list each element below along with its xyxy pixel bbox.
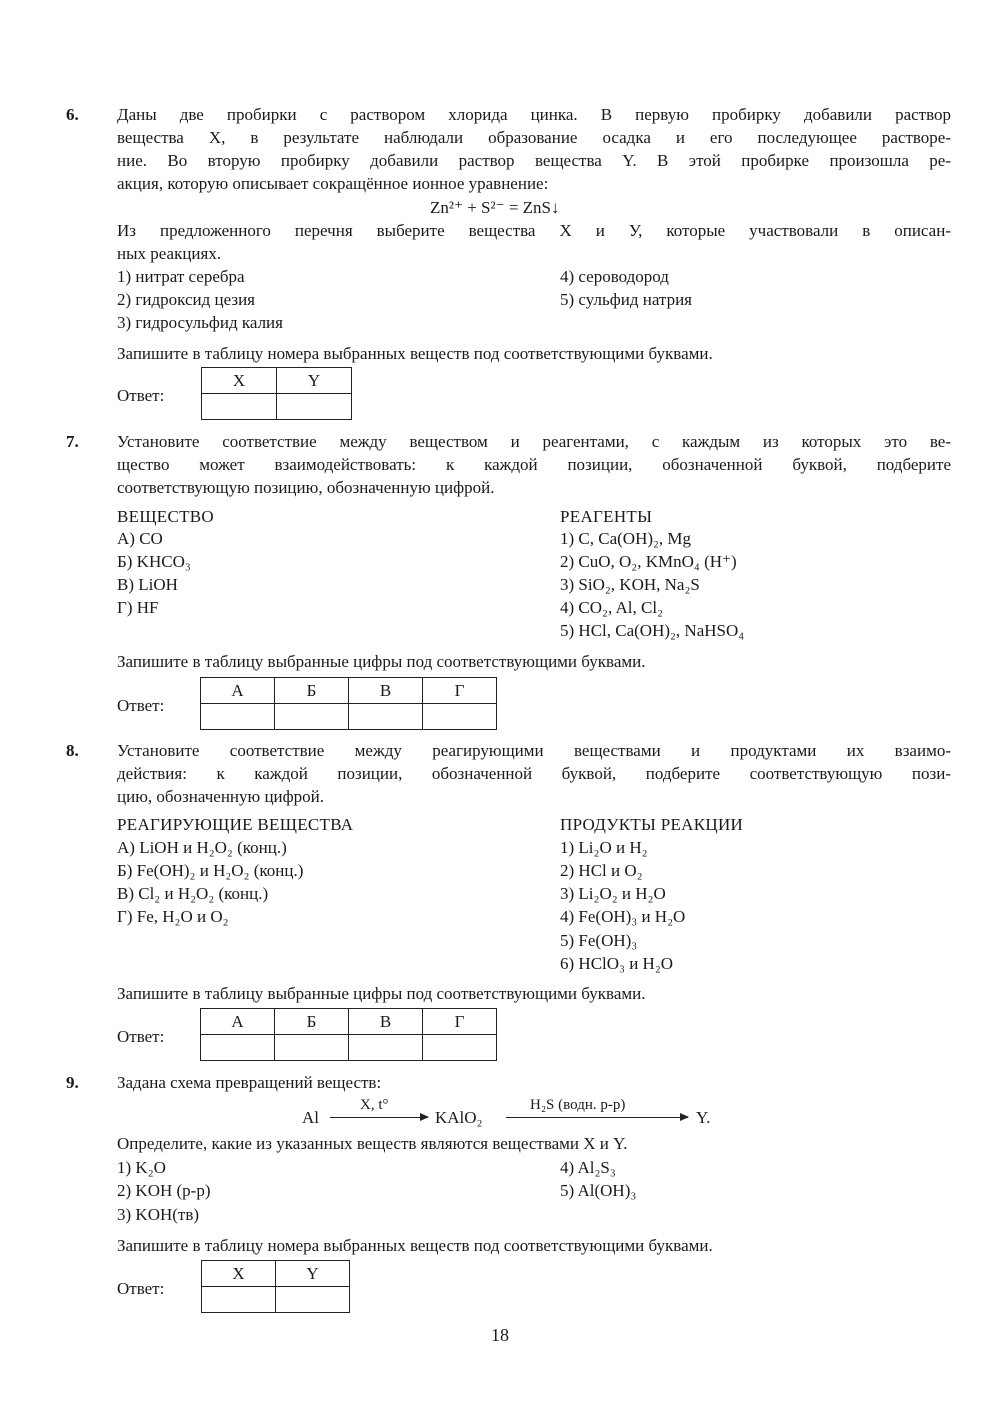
answer-header-y: Y (276, 1261, 350, 1287)
question-6-option: 1) нитрат серебра (117, 267, 245, 286)
scheme-arrow-2 (506, 1117, 688, 1118)
question-6-text-line: Из предложенного перечня выберите вещества X и У, которые участвовали в описан- (117, 221, 951, 240)
answer-header-y: Y (277, 368, 352, 394)
answer-header-b: Б (275, 678, 349, 704)
question-9-answer-label: Ответ: (117, 1279, 165, 1298)
scheme-arrow-1 (330, 1117, 428, 1118)
question-8-answer-table (200, 1008, 497, 1061)
question-9-question: Определите, какие из указанных веществ являются веществами X и Y. (117, 1134, 628, 1153)
question-7-right-item: 1) C, Ca(OH)₂, Mg (560, 529, 692, 548)
question-7-right-item: 3) SiO₂, KOH, Na₂S (560, 575, 700, 594)
answer-cell-g[interactable] (423, 1035, 497, 1061)
question-9-option: 2) KOH (р-р) (117, 1181, 211, 1200)
question-7-left-heading: ВЕЩЕСТВО (117, 507, 214, 526)
question-6-text-line: Даны две пробирки с раствором хлорида цинка. В первую пробирку добавили раствор (117, 105, 951, 124)
scheme-end: Y. (696, 1108, 711, 1127)
answer-header-a: А (201, 678, 275, 704)
question-7-right-item: 4) CO₂, Al, Cl₂ (560, 598, 664, 617)
answer-cell-b[interactable] (275, 704, 349, 730)
question-8-right-item: 6) HClO₃ и H₂O (560, 954, 674, 973)
question-8-left-item: Б) Fe(OH)₂ и H₂O₂ (конц.) (117, 861, 304, 880)
answer-cell-v[interactable] (349, 704, 423, 730)
question-9-instruction: Запишите в таблицу номера выбранных веществ под соответствующими буквами. (117, 1236, 713, 1255)
question-6-option: 4) сероводород (560, 267, 669, 286)
question-7-instruction: Запишите в таблицу выбранные цифры под соответствующими буквами. (117, 652, 646, 671)
answer-header-v: В (349, 1009, 423, 1035)
scheme-arrow2-label: H₂S (водн. р-р) (530, 1097, 626, 1113)
answer-cell-a[interactable] (201, 1035, 275, 1061)
question-6-option: 3) гидросульфид калия (117, 313, 283, 332)
question-8-right-heading: ПРОДУКТЫ РЕАКЦИИ (560, 815, 744, 834)
question-6-answer-label: Ответ: (117, 386, 165, 405)
answer-cell-a[interactable] (201, 704, 275, 730)
scheme-middle: KAlO₂ (435, 1108, 483, 1127)
question-7-left-item: А) CO (117, 529, 163, 548)
question-8-right-item: 2) HCl и O₂ (560, 861, 643, 880)
question-9-intro: Задана схема превращений веществ: (117, 1073, 382, 1092)
answer-header-v: В (349, 678, 423, 704)
answer-header-g: Г (423, 678, 497, 704)
question-8-left-item: В) Cl₂ и H₂O₂ (конц.) (117, 884, 269, 903)
answer-header-g: Г (423, 1009, 497, 1035)
answer-cell-x[interactable] (202, 1287, 276, 1313)
question-7-text-line: Установите соответствие между веществом и реагентами, с каждым из которых это ве- (117, 432, 951, 451)
question-7-answer-table (200, 677, 497, 730)
question-7-text-line: щество может взаимодействовать: к каждой позиции, обозначенной буквой, подберите (117, 455, 951, 474)
question-8-number: 8. (66, 741, 79, 760)
answer-header-x: X (202, 1261, 276, 1287)
question-7-left-item: Б) KHCO₃ (117, 552, 191, 571)
question-6-text-line: вещества X, в результате наблюдали образование осадка и его последующее растворе- (117, 128, 951, 147)
question-6-option: 2) гидроксид цезия (117, 290, 255, 309)
question-8-left-heading: РЕАГИРУЮЩИЕ ВЕЩЕСТВА (117, 815, 354, 834)
question-6-answer-table (201, 367, 352, 420)
question-8-right-item: 4) Fe(OH)₃ и H₂O (560, 907, 686, 926)
question-7-right-heading: РЕАГЕНТЫ (560, 507, 653, 526)
question-8-left-item: А) LiOH и H₂O₂ (конц.) (117, 838, 287, 857)
question-9-number: 9. (66, 1073, 79, 1092)
answer-cell-b[interactable] (275, 1035, 349, 1061)
question-7-answer-label: Ответ: (117, 696, 165, 715)
answer-cell-x[interactable] (202, 394, 277, 420)
question-7-left-item: В) LiOH (117, 575, 178, 594)
question-7-left-item: Г) HF (117, 598, 159, 617)
answer-cell-g[interactable] (423, 704, 497, 730)
question-8-left-item: Г) Fe, H₂O и O₂ (117, 907, 229, 926)
question-9-option: 1) K₂O (117, 1158, 166, 1177)
question-7-number: 7. (66, 432, 79, 451)
question-6-option: 5) сульфид натрия (560, 290, 692, 309)
answer-cell-v[interactable] (349, 1035, 423, 1061)
question-6-text-line: акция, которую описывает сокращённое ионное уравнение: (117, 174, 549, 193)
question-9-option: 3) KOH(тв) (117, 1205, 200, 1224)
question-6-instruction: Запишите в таблицу номера выбранных веществ под соответствующими буквами. (117, 344, 713, 363)
question-9-option: 4) Al₂S₃ (560, 1158, 616, 1177)
answer-cell-y[interactable] (276, 1287, 350, 1313)
answer-header-b: Б (275, 1009, 349, 1035)
question-7-right-item: 5) HCl, Ca(OH)₂, NaHSO₄ (560, 621, 745, 640)
answer-header-x: X (202, 368, 277, 394)
question-7-right-item: 2) CuO, O₂, KMnO₄ (H⁺) (560, 552, 737, 571)
question-6-ionic-equation: Zn²⁺ + S²⁻ = ZnS↓ (430, 198, 560, 217)
question-9-answer-table (201, 1260, 350, 1313)
page-number: 18 (491, 1325, 509, 1345)
question-8-text-line: Установите соответствие между реагирующими веществами и продуктами их взаимо- (117, 741, 951, 760)
question-8-right-item: 3) Li₂O₂ и H₂O (560, 884, 666, 903)
question-8-answer-label: Ответ: (117, 1027, 165, 1046)
question-8-instruction: Запишите в таблицу выбранные цифры под соответствующими буквами. (117, 984, 646, 1003)
question-8-text-line: действия: к каждой позиции, обозначенной буквой, подберите соответствующую пози- (117, 764, 951, 783)
question-6-text-line: ние. Во вторую пробирку добавили раствор вещества Y. В этой пробирке произошла ре- (117, 151, 951, 170)
question-8-text-line: цию, обозначенную цифрой. (117, 787, 325, 806)
question-6-number: 6. (66, 105, 79, 124)
answer-header-a: А (201, 1009, 275, 1035)
question-9-option: 5) Al(OH)₃ (560, 1181, 637, 1200)
question-7-text-line: соответствующую позицию, обозначенную цифрой. (117, 478, 495, 497)
scheme-arrow1-label: X, t° (360, 1097, 389, 1113)
question-6-text-line: ных реакциях. (117, 244, 222, 263)
answer-cell-y[interactable] (277, 394, 352, 420)
question-8-right-item: 5) Fe(OH)₃ (560, 931, 638, 950)
scheme-start: Al (302, 1108, 319, 1127)
question-8-right-item: 1) Li₂O и H₂ (560, 838, 648, 857)
